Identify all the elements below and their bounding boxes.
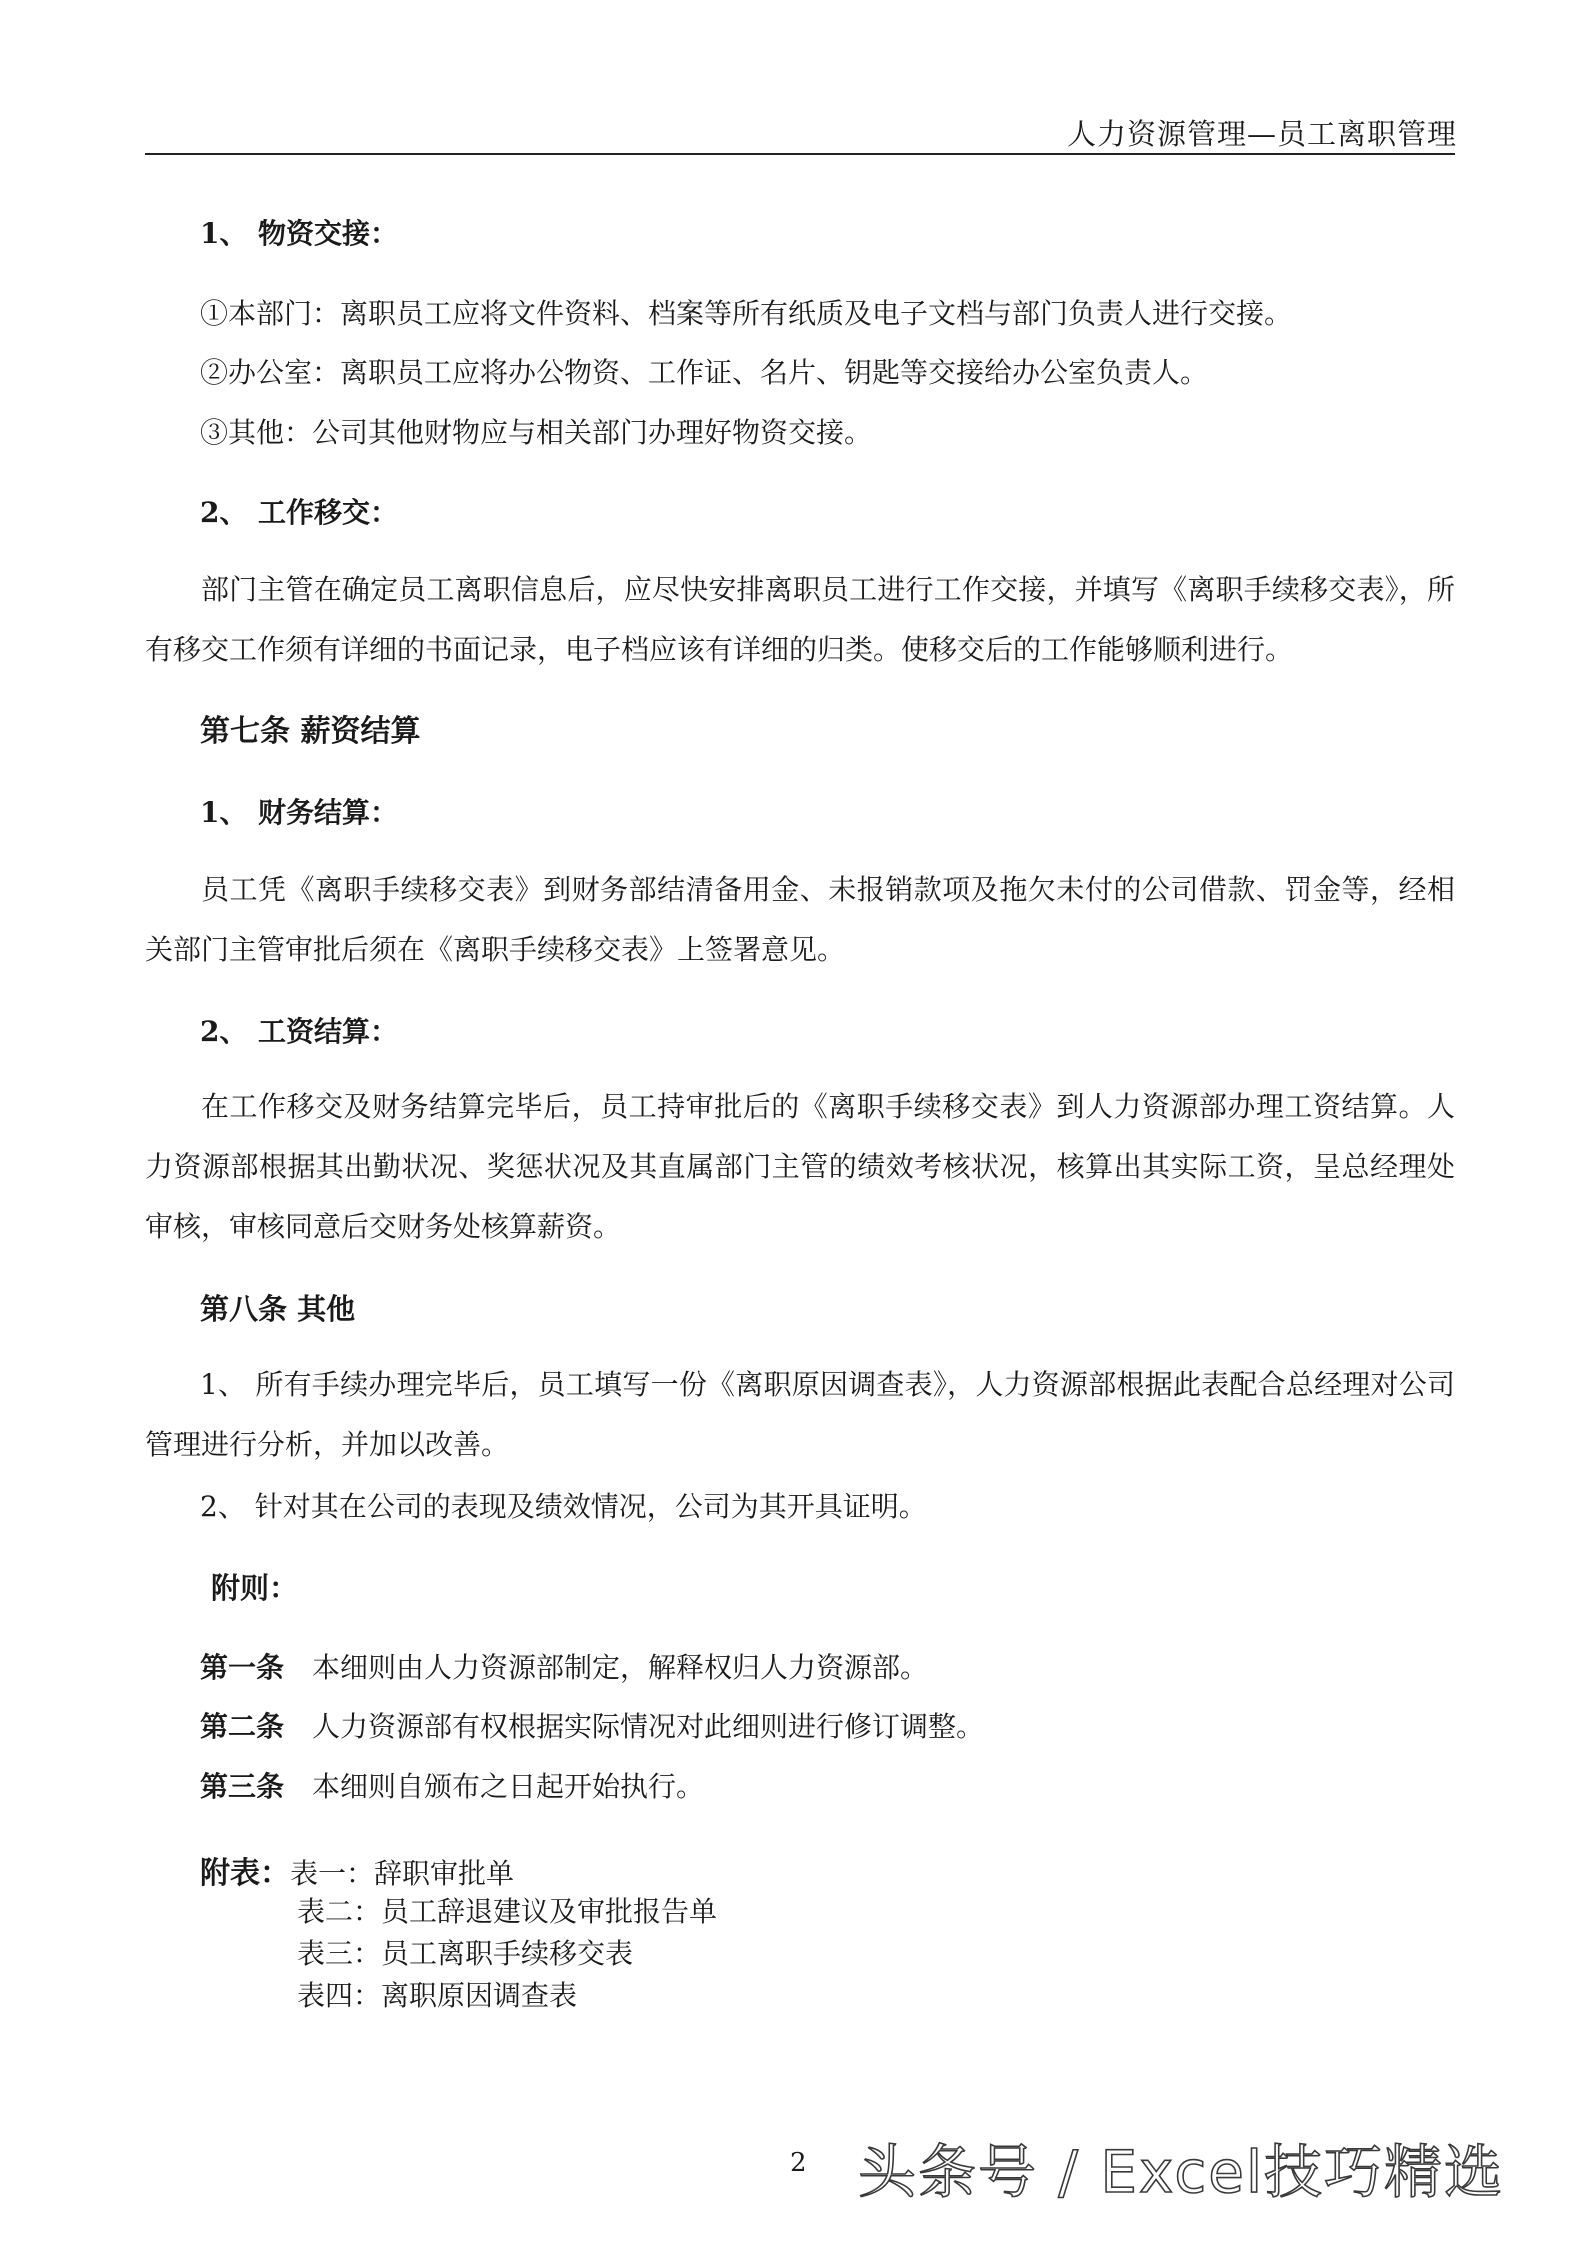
rule-text: 本细则由人力资源部制定，解释权归人力资源部。 (312, 1651, 929, 1684)
handover-line-2: ②办公室：离职员工应将办公物资、工作证、名片、钥匙等交接给办公室负责人。 (200, 356, 1209, 389)
finance-settlement-heading (200, 791, 398, 831)
rule-label: 第二条 (200, 1710, 285, 1743)
page-number: 2 (790, 2148, 807, 2178)
rule-label: 第一条 (200, 1651, 285, 1684)
appendix-rule-1 (200, 1646, 928, 1686)
heading-number: 2、 (200, 496, 248, 529)
attachment-item-1: 表一：辞职审批单 (290, 1857, 515, 1890)
heading-text: 工资结算： (258, 1015, 399, 1048)
article8-item1-paragraph: 1、 所有手续办理完毕后，员工填写一份《离职原因调查表》，人力资源部根据此表配合总经理对公司管理进行分析，并加以改善。 (145, 1368, 1455, 1461)
header-title: 人力资源管理—员工离职管理 (1066, 117, 1457, 151)
salary-settlement-heading (200, 1010, 398, 1050)
attachments-label: 附表： (200, 1856, 290, 1891)
handover-line-3: ③其他：公司其他财物应与相关部门办理好物资交接。 (200, 416, 873, 449)
salary-settlement-paragraph: 在工作移交及财务结算完毕后，员工持审批后的《离职手续移交表》到人力资源部办理工资结算。人力资源部根据其出勤状况、奖惩状况及其直属部门主管的绩效考核状况，核算出其实际工资，呈总经理处审核，审核同意后交财务处核算薪资。 (145, 1090, 1455, 1243)
article8-item2-line: 2、 针对其在公司的表现及绩效情况，公司为其开具证明。 (200, 1490, 927, 1523)
attachment-item-2: 表二：员工辞退建议及审批报告单 (297, 1895, 718, 1928)
rule-text: 人力资源部有权根据实际情况对此细则进行修订调整。 (312, 1710, 985, 1743)
work-transfer-paragraph: 部门主管在确定员工离职信息后，应尽快安排离职员工进行工作交接，并填写《离职手续移交表》，所有移交工作须有详细的书面记录，电子档应该有详细的归类。使移交后的工作能够顺利进行。 (145, 573, 1455, 666)
heading-text: 物资交接： (258, 217, 399, 250)
handover-line-1: ①本部门：离职员工应将文件资料、档案等所有纸质及电子文档与部门负责人进行交接。 (200, 297, 1293, 330)
heading-text: 工作移交： (258, 496, 399, 529)
handover-item2-heading (200, 491, 398, 531)
rule-text: 本细则自颁布之日起开始执行。 (312, 1770, 705, 1803)
heading-text: 财务结算： (258, 796, 399, 829)
article7-title: 第七条 薪资结算 (200, 714, 421, 749)
header-rule (145, 153, 1455, 155)
attachment-item-4: 表四：离职原因调查表 (297, 1979, 578, 2012)
heading-number: 2、 (200, 1015, 248, 1048)
appendix-rule-2 (200, 1705, 984, 1745)
appendix-title: 附则： (211, 1571, 299, 1605)
finance-settlement-paragraph: 员工凭《离职手续移交表》到财务部结清备用金、未报销款项及拖欠未付的公司借款、罚金等，经相关部门主管审批后须在《离职手续移交表》上签署意见。 (145, 873, 1455, 966)
handover-item1-heading (200, 212, 398, 252)
heading-number: 1、 (200, 217, 248, 250)
heading-number: 1、 (200, 796, 248, 829)
attachments-first-line (200, 1848, 514, 1892)
attachment-item-3: 表三：员工离职手续移交表 (297, 1937, 634, 1970)
article8-title: 第八条 其他 (200, 1292, 356, 1326)
rule-label: 第三条 (200, 1770, 285, 1803)
watermark: 头条号 / Excel技巧精选 (858, 2138, 1505, 2206)
appendix-rule-3 (200, 1765, 704, 1805)
